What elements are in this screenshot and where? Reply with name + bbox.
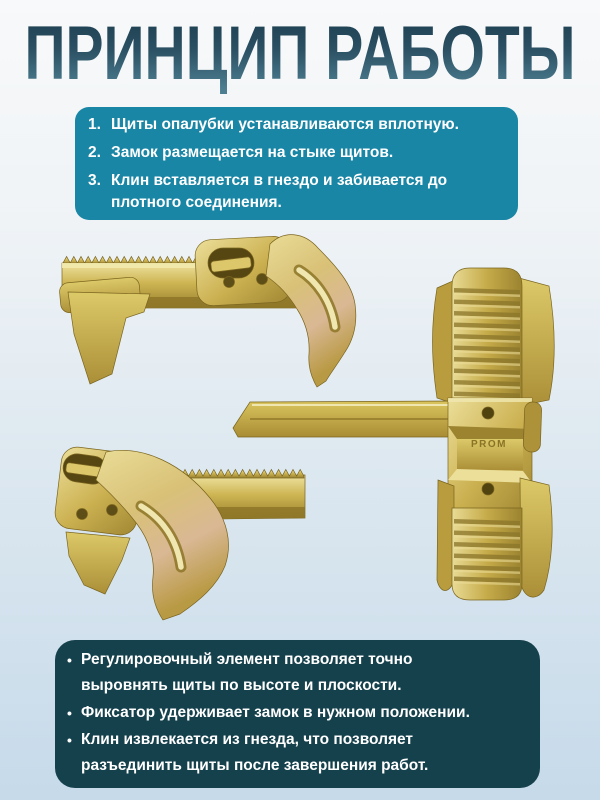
feature-item-1 [67, 647, 524, 699]
clamp-foot [66, 532, 130, 594]
clamp-photo-top-left [59, 235, 356, 387]
steps-panel [75, 107, 518, 220]
step-item-2 [88, 142, 508, 164]
step-text-line: Клин вставляется в гнездо и забивается до [111, 172, 448, 189]
prom-stamp: PROM [471, 439, 507, 450]
step-number: 2. [88, 144, 101, 161]
fixing-hole [482, 483, 494, 495]
side-flange [520, 478, 552, 597]
step-text-line: Замок размещается на стыке щитов. [111, 144, 394, 161]
clamp-photo-middle-left [53, 445, 305, 620]
rivet-hole [224, 277, 235, 288]
step-item-1 [88, 114, 508, 136]
feature-item-3 [67, 727, 524, 779]
page-title: ПРИНЦИП РАБОТЫ [24, 11, 576, 96]
side-flange [433, 280, 456, 404]
bullet-dot: • [67, 705, 72, 721]
step-number: 1. [88, 116, 101, 133]
clamp-photos [0, 228, 600, 640]
clamp-hook [266, 235, 356, 387]
clamp-photo-right [233, 268, 554, 600]
feature-text [81, 700, 524, 726]
bullet-dot: • [67, 732, 72, 748]
feature-text-line: выровнять щиты по высоте и плоскости. [81, 677, 402, 694]
step-item-3 [88, 170, 508, 214]
clamp-foot [68, 292, 150, 384]
step-text [111, 114, 508, 136]
feature-text-line: Фиксатор удерживает замок в нужном положении. [81, 704, 470, 721]
feature-text [81, 647, 524, 699]
step-number: 3. [88, 172, 101, 189]
rivet-hole [77, 509, 88, 520]
fixing-hole [482, 407, 494, 419]
feature-item-2 [67, 700, 524, 726]
step-text-line: Щиты опалубки устанавливаются вплотную. [111, 116, 459, 133]
feature-text-line: разъединить щиты после завершения работ. [81, 757, 429, 774]
side-flange [437, 480, 454, 591]
clamp-illustration [0, 228, 600, 640]
feature-text [81, 727, 524, 779]
retainer-latch [523, 402, 542, 453]
side-flange [519, 278, 554, 406]
rivet-hole [107, 505, 118, 516]
bullet-dot: • [67, 652, 72, 668]
feature-text-line: Клин извлекается из гнезда, что позволяет [81, 731, 414, 748]
step-text [111, 170, 508, 214]
features-card [55, 640, 540, 788]
step-text [111, 142, 508, 164]
feature-text-line: Регулировочный элемент позволяет точно [81, 651, 413, 668]
step-text-line: плотного соединения. [111, 194, 282, 211]
